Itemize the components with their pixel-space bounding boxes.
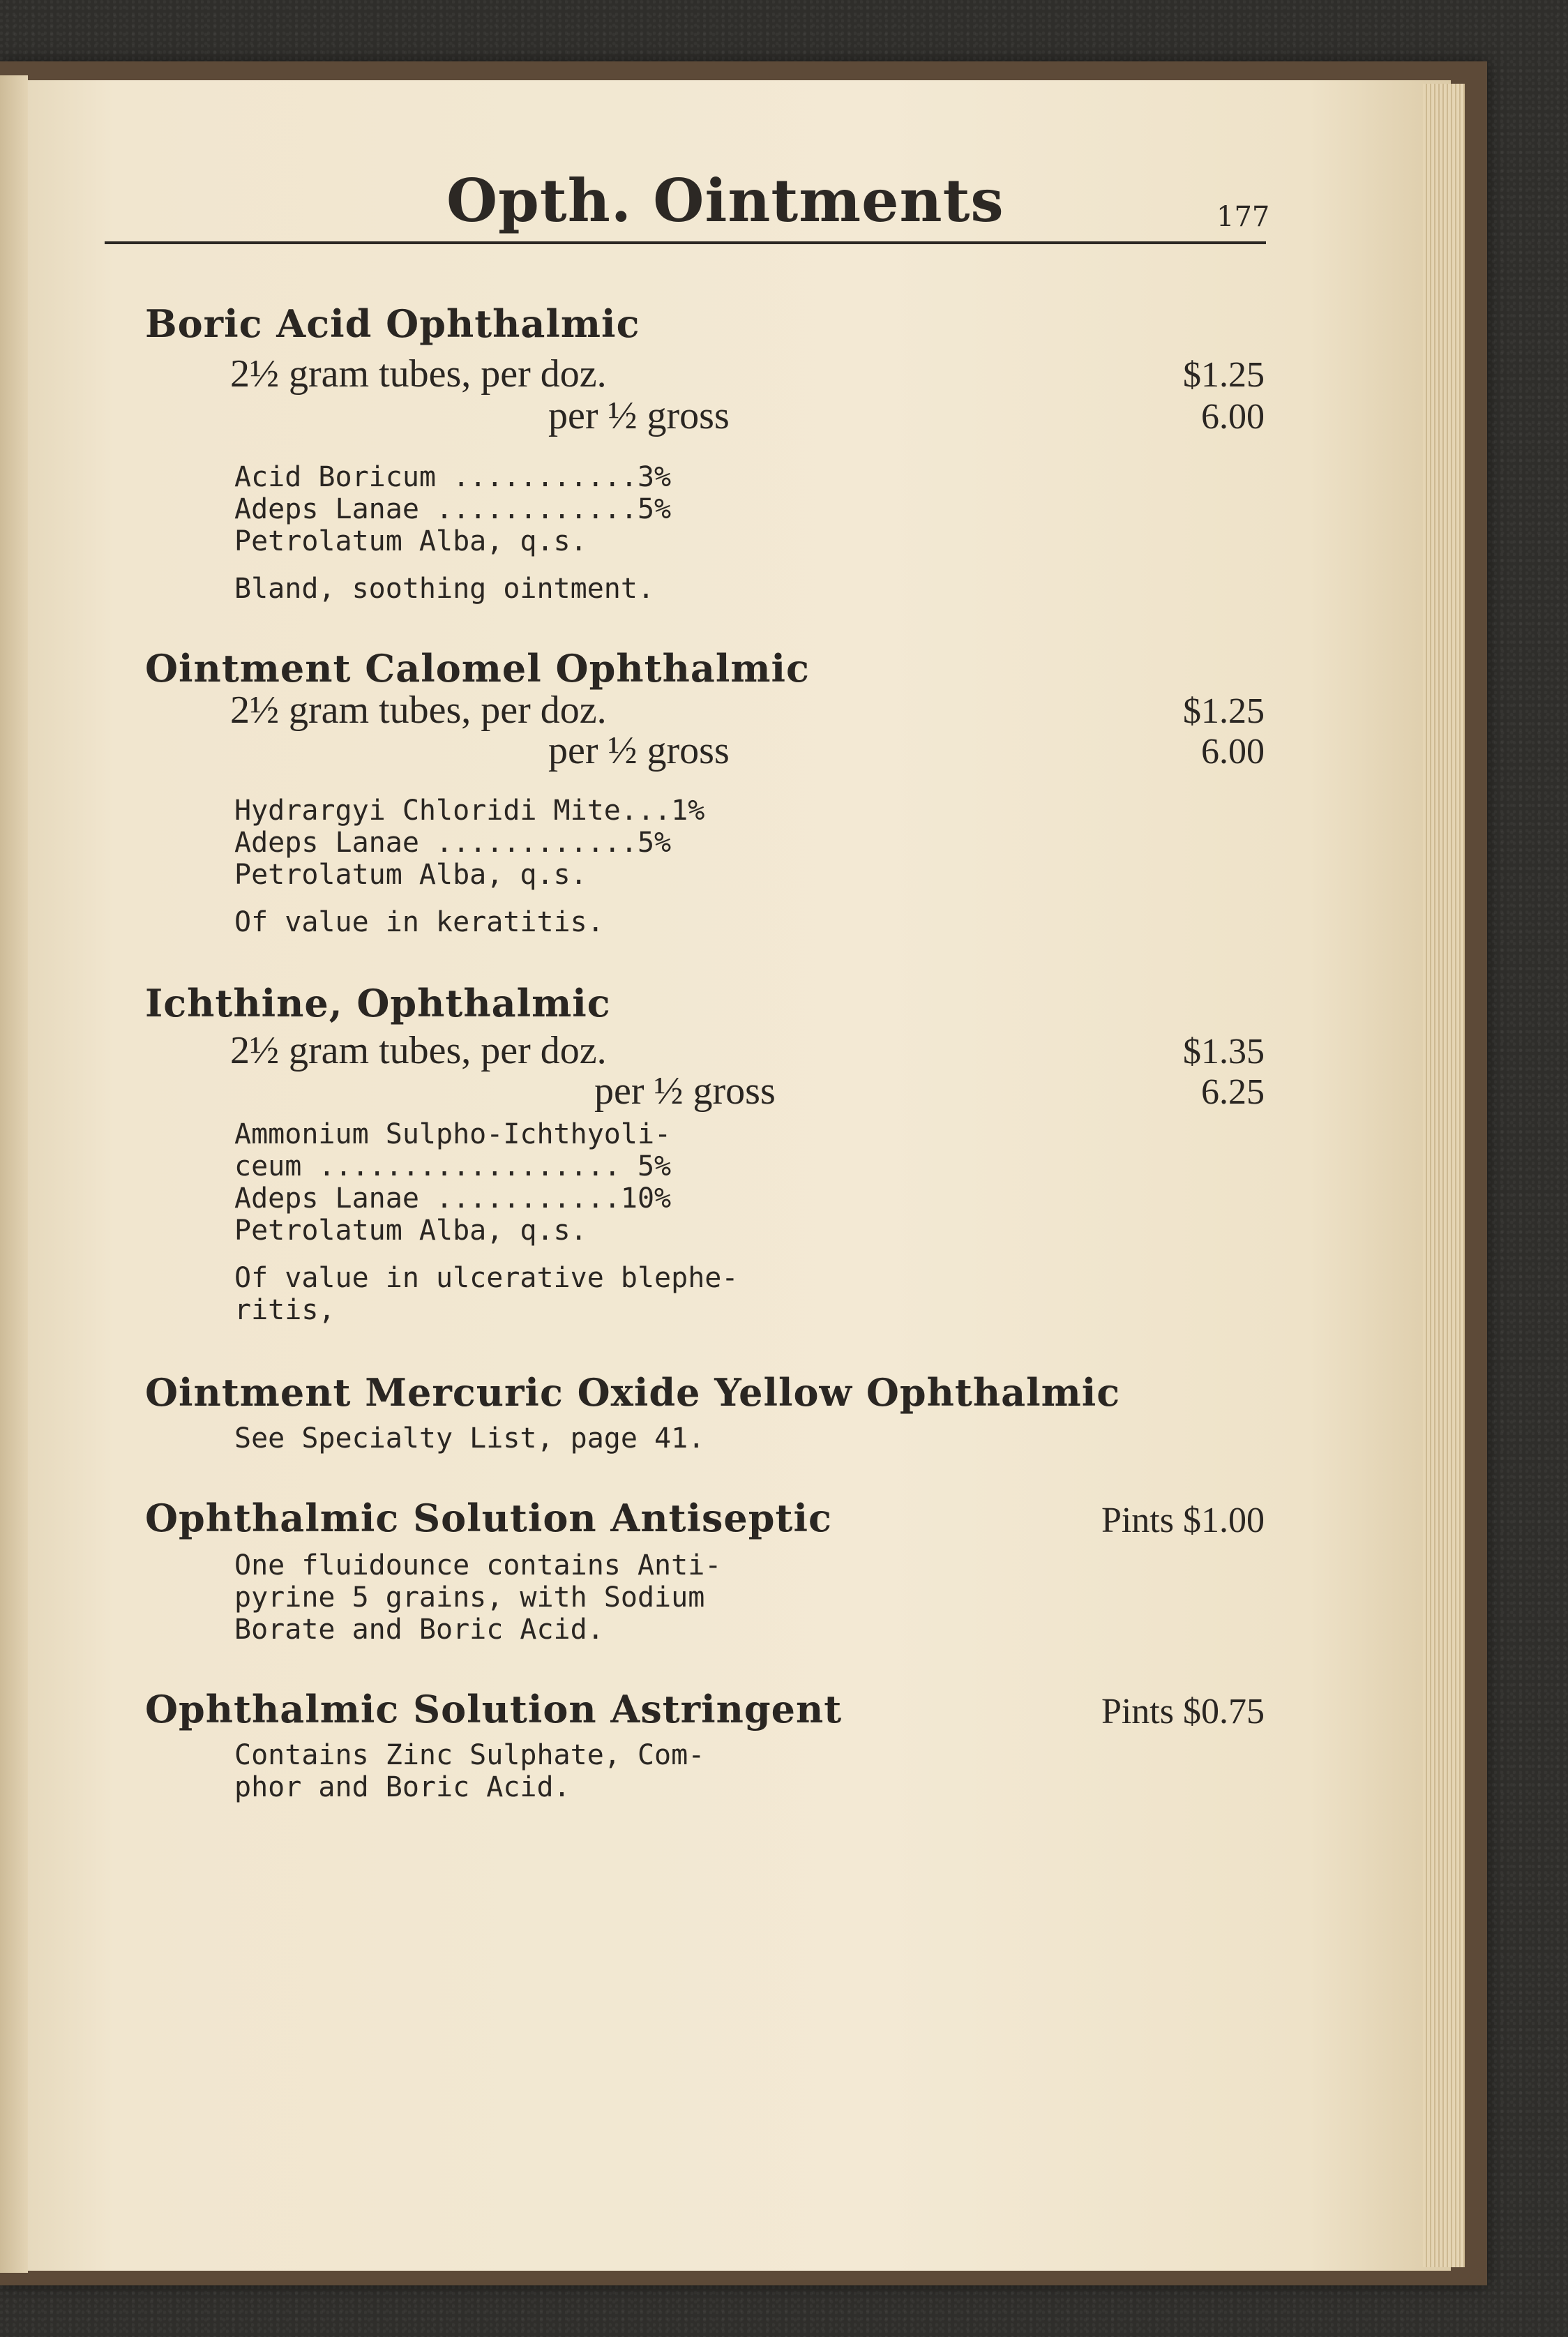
product-heading-boric-acid: Boric Acid Ophthalmic <box>145 301 640 346</box>
formula-line: Adeps Lanae ............5% <box>234 493 672 525</box>
product-note: ritis, <box>234 1294 336 1326</box>
product-note: phor and Boric Acid. <box>234 1771 571 1803</box>
product-note: One fluidounce contains Anti- <box>234 1549 722 1581</box>
price-bulk-ichthine: 6.25 <box>1201 1072 1265 1112</box>
bulk-line-ichthine: per ½ gross <box>594 1069 776 1113</box>
formula-line: Petrolatum Alba, q.s. <box>234 525 587 557</box>
product-heading-solution-astringent: Ophthalmic Solution Astringent <box>145 1687 843 1731</box>
product-note: See Specialty List, page 41. <box>234 1422 705 1455</box>
product-note: Of value in ulcerative blephe- <box>234 1262 739 1294</box>
formula-line: ceum .................. 5% <box>234 1150 672 1182</box>
price-bulk-boric-acid: 6.00 <box>1201 397 1265 437</box>
product-note: Bland, soothing ointment. <box>234 573 655 605</box>
price-doz-ichthine: $1.35 <box>1183 1032 1265 1072</box>
header-rule <box>105 241 1266 244</box>
formula-line: Petrolatum Alba, q.s. <box>234 1215 587 1247</box>
bulk-line-calomel: per ½ gross <box>548 729 730 772</box>
size-line-ichthine: 2½ gram tubes, per doz. <box>230 1029 607 1072</box>
product-note: Contains Zinc Sulphate, Com- <box>234 1739 705 1771</box>
formula-line: Hydrargyi Chloridi Mite...1% <box>234 795 705 827</box>
formula-line: Acid Boricum ...........3% <box>234 461 672 493</box>
size-line-calomel: 2½ gram tubes, per doz. <box>230 689 607 732</box>
page-title: Opth. Ointments <box>446 166 1004 235</box>
formula-line: Adeps Lanae ............5% <box>234 827 672 859</box>
price-doz-calomel: $1.25 <box>1183 691 1265 731</box>
formula-line: Adeps Lanae ...........10% <box>234 1182 672 1215</box>
product-heading-mercuric-oxide: Ointment Mercuric Oxide Yellow Ophthalmic <box>145 1370 1121 1415</box>
product-note: Of value in keratitis. <box>234 906 604 938</box>
product-note: pyrine 5 grains, with Sodium <box>234 1581 705 1614</box>
product-heading-solution-antiseptic: Ophthalmic Solution Antiseptic <box>145 1496 832 1540</box>
bulk-line-boric-acid: per ½ gross <box>548 394 730 437</box>
product-heading-ichthine: Ichthine, Ophthalmic <box>145 981 611 1025</box>
formula-line: Petrolatum Alba, q.s. <box>234 859 587 891</box>
product-heading-calomel: Ointment Calomel Ophthalmic <box>145 646 810 691</box>
price-solution-antiseptic: Pints $1.00 <box>1101 1501 1265 1540</box>
price-solution-astringent: Pints $0.75 <box>1101 1692 1265 1731</box>
size-line-boric-acid: 2½ gram tubes, per doz. <box>230 352 607 396</box>
price-bulk-calomel: 6.00 <box>1201 732 1265 772</box>
price-doz-boric-acid: $1.25 <box>1183 355 1265 395</box>
formula-line: Ammonium Sulpho-Ichthyoli- <box>234 1118 672 1150</box>
product-note: Borate and Boric Acid. <box>234 1614 604 1646</box>
page-stack-edge <box>1423 84 1465 2267</box>
page-number: 177 <box>1216 201 1270 233</box>
previous-page-edge <box>0 75 28 2273</box>
